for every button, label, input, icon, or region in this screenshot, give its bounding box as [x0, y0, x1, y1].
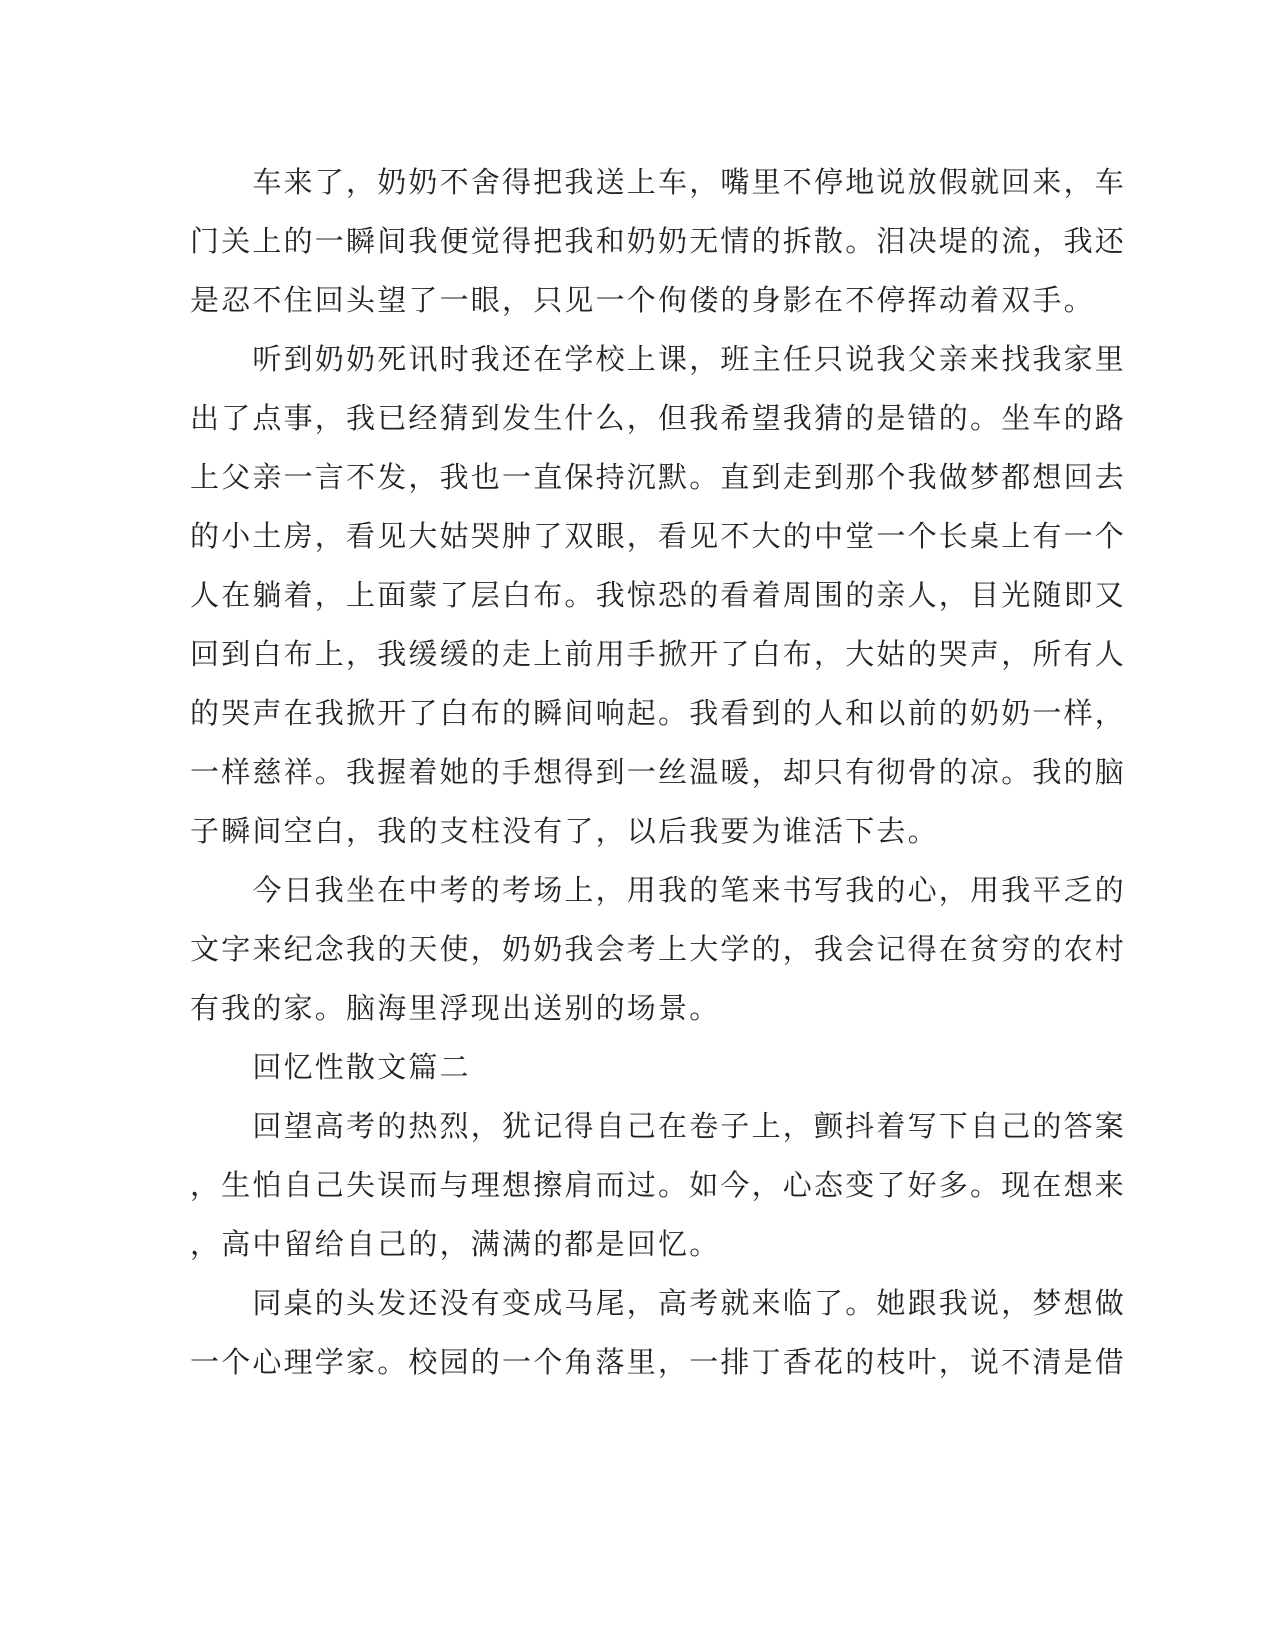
text-line: 一个心理学家。校园的一个角落里，一排丁香花的枝叶，说不清是借 [190, 1345, 1127, 1379]
text-line: 门关上的一瞬间我便觉得把我和奶奶无情的拆散。泪决堤的流，我还 [190, 224, 1127, 258]
text-line: 出了点事，我已经猜到发生什么，但我希望我猜的是错的。坐车的路 [190, 401, 1127, 435]
text-line: 的哭声在我掀开了白布的瞬间响起。我看到的人和以前的奶奶一样， [190, 696, 1127, 730]
text-line: 今日我坐在中考的考场上，用我的笔来书写我的心，用我平乏的 [190, 873, 1127, 907]
text-line: 人在躺着，上面蒙了层白布。我惊恐的看着周围的亲人，目光随即又 [190, 578, 1127, 612]
text-line: 上父亲一言不发，我也一直保持沉默。直到走到那个我做梦都想回去 [190, 460, 1127, 494]
text-line: 回望高考的热烈，犹记得自己在卷子上，颤抖着写下自己的答案 [190, 1109, 1127, 1143]
text-line: 同桌的头发还没有变成马尾，高考就来临了。她跟我说，梦想做 [190, 1286, 1127, 1320]
text-line: ，高中留给自己的，满满的都是回忆。 [190, 1227, 721, 1261]
text-line: 听到奶奶死讯时我还在学校上课，班主任只说我父亲来找我家里 [190, 342, 1127, 376]
section-heading: 回忆性散文篇二 [190, 1050, 471, 1084]
text-line: 是忍不住回头望了一眼，只见一个佝偻的身影在不停挥动着双手。 [190, 283, 1095, 317]
text-line: 回到白布上，我缓缓的走上前用手掀开了白布，大姑的哭声，所有人 [190, 637, 1127, 671]
text-line: 有我的家。脑海里浮现出送别的场景。 [190, 991, 721, 1025]
text-line: 子瞬间空白，我的支柱没有了，以后我要为谁活下去。 [190, 814, 939, 848]
text-line: 一样慈祥。我握着她的手想得到一丝温暖，却只有彻骨的凉。我的脑 [190, 755, 1127, 789]
text-line: 文字来纪念我的天使，奶奶我会考上大学的，我会记得在贫穷的农村 [190, 932, 1127, 966]
text-line: 车来了，奶奶不舍得把我送上车，嘴里不停地说放假就回来，车 [190, 165, 1127, 199]
text-line: ，生怕自己失误而与理想擦肩而过。如今，心态变了好多。现在想来 [190, 1168, 1127, 1202]
text-line: 的小土房，看见大姑哭肿了双眼，看见不大的中堂一个长桌上有一个 [190, 519, 1127, 553]
